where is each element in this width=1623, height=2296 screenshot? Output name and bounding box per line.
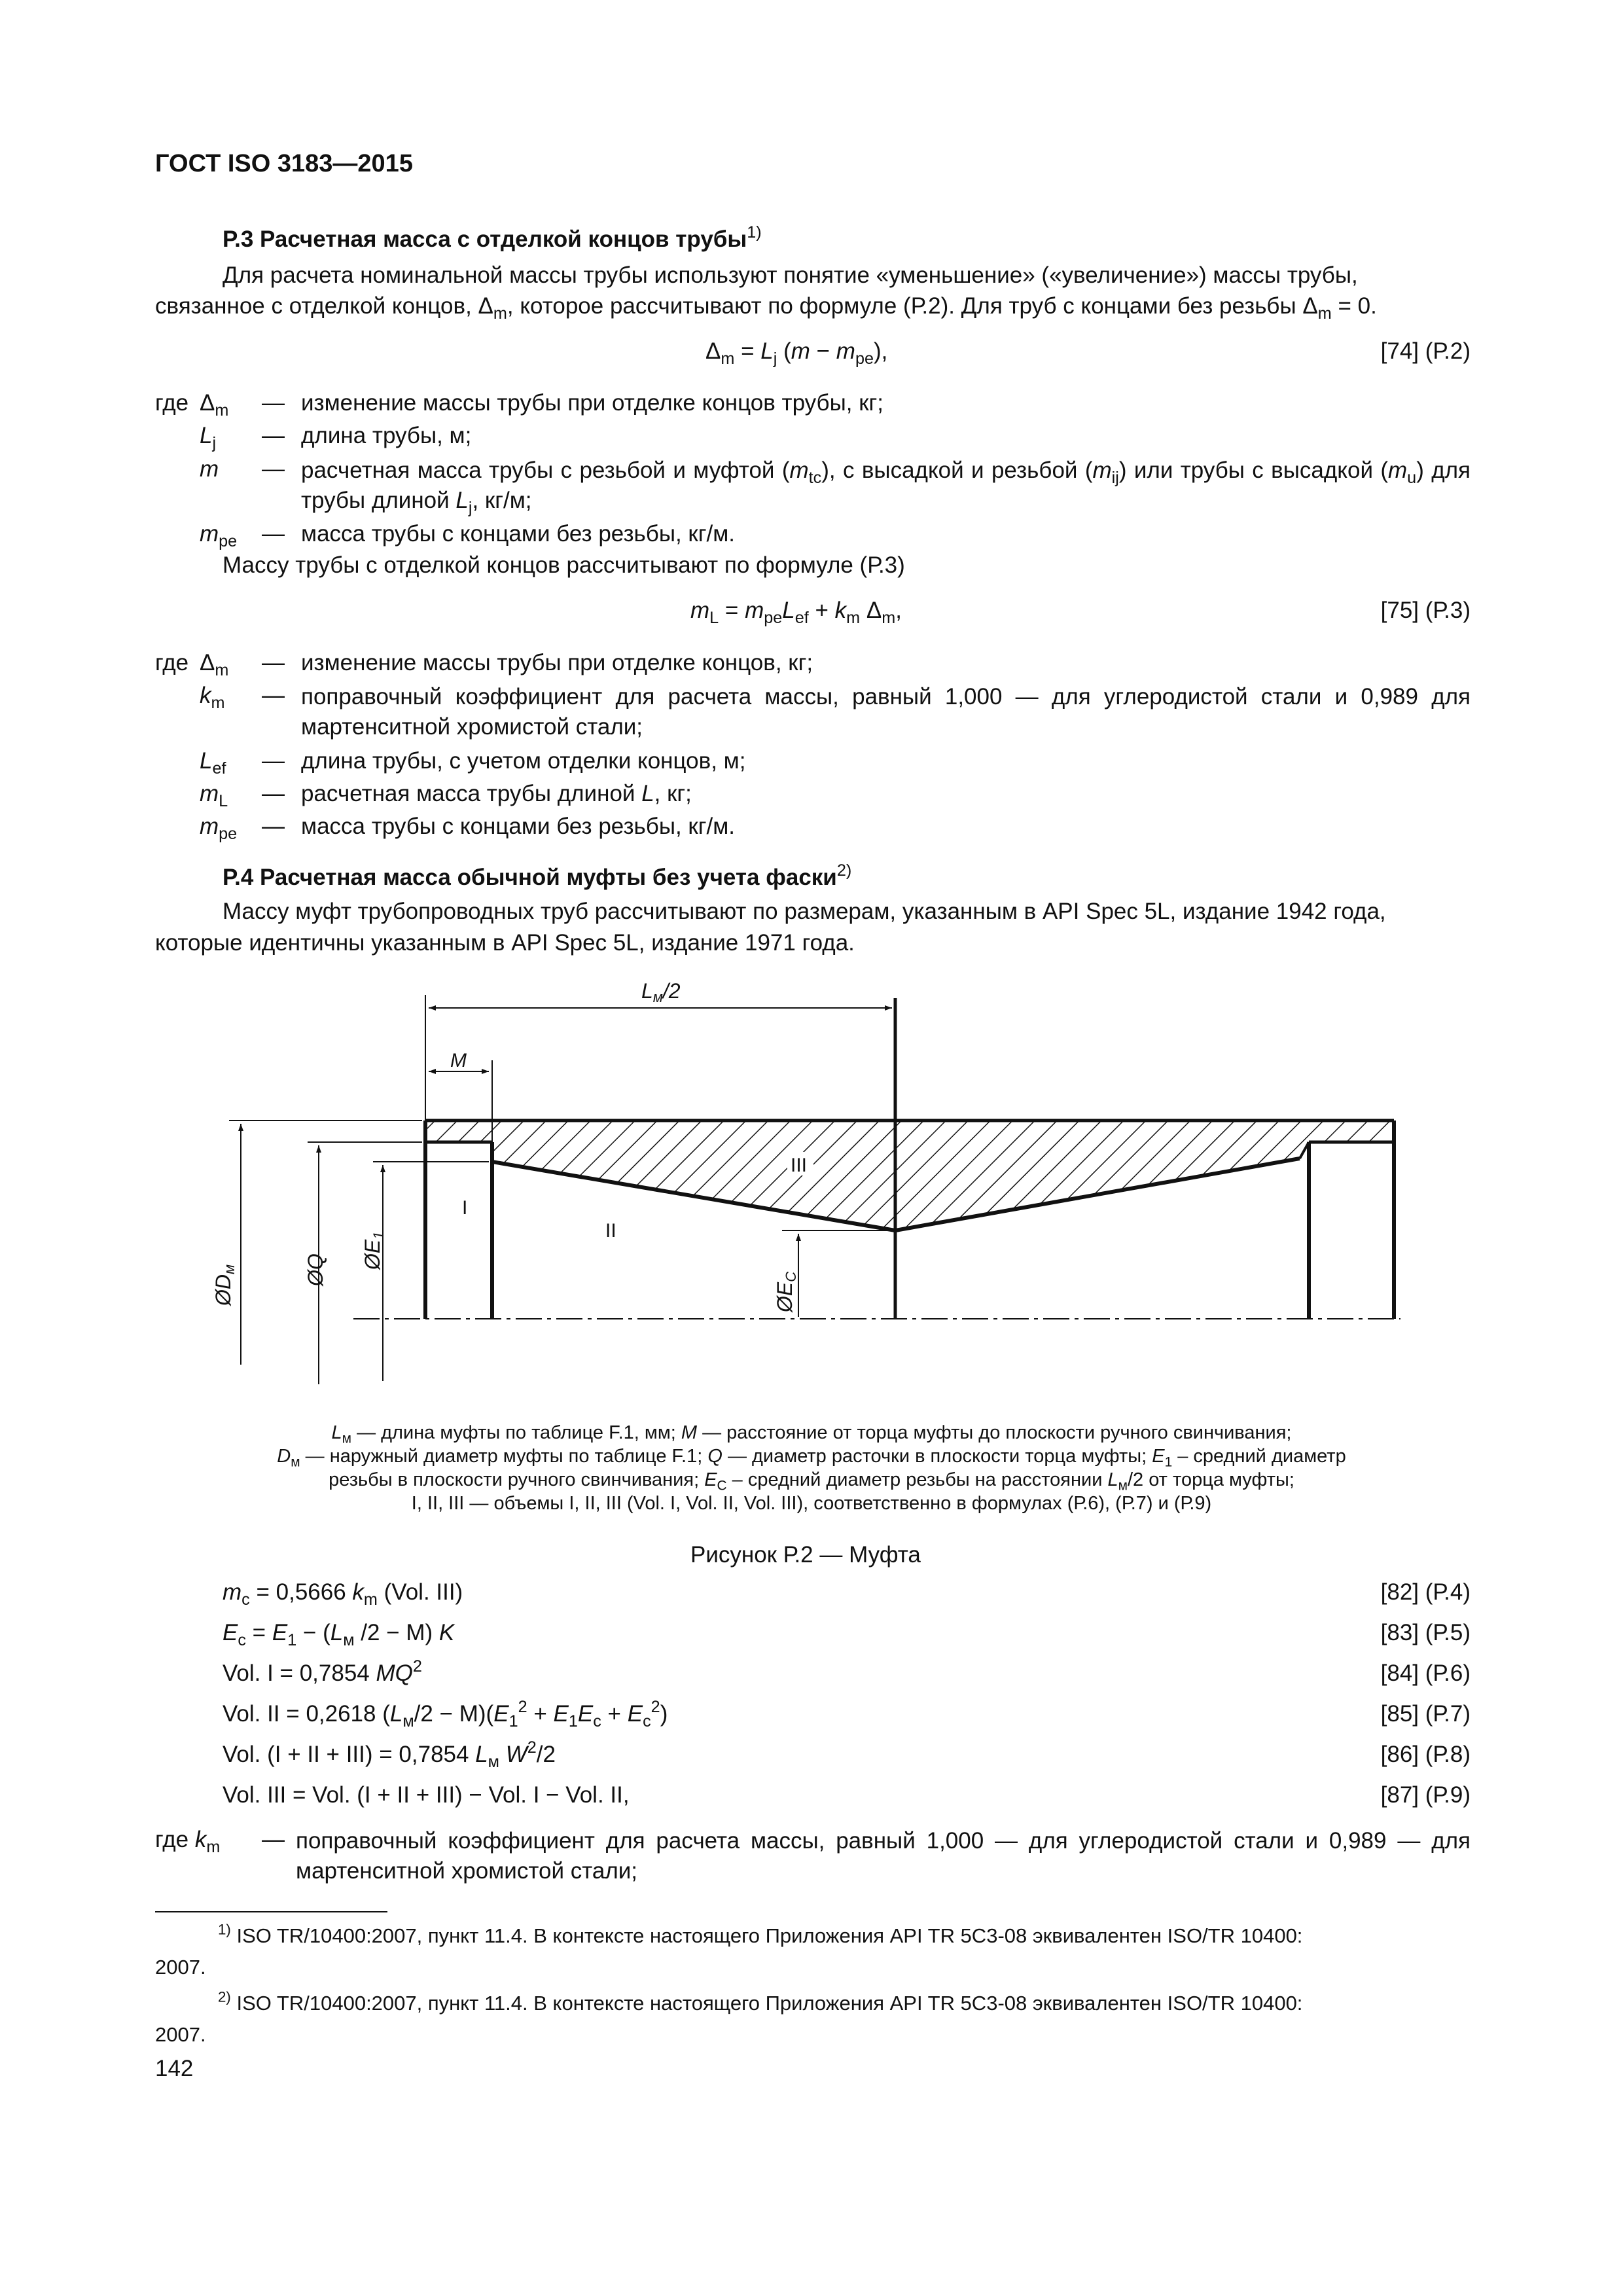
formula-75-number: [75] (Р.3) <box>1380 598 1471 623</box>
footnote-2-text: ISO TR/10400:2007, пункт 11.4. В контексте настоящего Приложения API TR 5C3-08 эквивалентен ISO/TR 10400: <box>236 1992 1303 2015</box>
def74-dash-0: — <box>262 390 285 416</box>
formula-86: Vol. (I + II + III) = 0,7854 $L_м$ $W^2/2$ <box>223 1738 556 1772</box>
footnote-ref-2: 2) <box>836 861 852 880</box>
formula-87-number: [87] (Р.9) <box>1380 1782 1471 1808</box>
def74-dash-3: — <box>262 521 285 547</box>
footnote-1-text: ISO TR/10400:2007, пункт 11.4. В контексте настоящего Приложения API TR 5C3-08 эквивалентен ISO/TR 10400: <box>236 1924 1303 1947</box>
formula-83: $E_c = E_1 - (L_м$ /2 − M) K <box>223 1620 455 1650</box>
final-dash: — <box>262 1827 285 1852</box>
where-label-74: где <box>155 390 189 416</box>
def75-sym-3: $m_L$ <box>200 781 228 811</box>
figure-title: Рисунок Р.2 — Муфта <box>690 1542 921 1568</box>
def75-text-1: поправочный коэффициент для расчета массы, равный 1,000 — для углеродистой стали и 0,989 для мартенситной хромистой стали; <box>301 684 1471 740</box>
def75-text-2: длина трубы, с учетом отделки концов, м; <box>301 748 746 774</box>
def74-sym-2: m <box>200 456 219 482</box>
m-label: M <box>450 1050 467 1071</box>
formula-84: Vol. I = 0,7854 $MQ^2$ <box>223 1657 422 1686</box>
formula-83-number: [83] (Р.5) <box>1380 1620 1471 1645</box>
where-label-75: где <box>155 650 189 675</box>
mass-text: Массу трубы с отделкой концов рассчитывают по формуле (Р.3) <box>223 552 905 578</box>
def74-text-3: масса трубы с концами без резьбы, кг/м. <box>301 521 736 547</box>
def74-text-2: расчетная масса трубы с резьбой и муфтой $(m_{tc})$, с высадкой и резьбой $(m_{ij})$ или трубы с высадкой $(m_u)$ для трубы длиной $L_j$, кг/м; <box>301 457 1471 518</box>
def75-dash-4: — <box>262 814 285 839</box>
footnote-1-line1 <box>218 1921 1302 1951</box>
footnote-2-line1 <box>218 1988 1302 2018</box>
def75-text-4: масса трубы с концами без резьбы, кг/м. <box>301 814 736 839</box>
caption-line-2: $D_м$ — наружный диаметр муфты по таблице F.1; Q — диаметр расточки в плоскости торца муфты; $E_1$ – средний диаметр <box>277 1446 1346 1470</box>
footnote-2-mark: 2) <box>218 1988 231 2005</box>
footnote-1-mark: 1) <box>218 1921 231 1938</box>
figure-caption <box>157 1421 1466 1515</box>
def75-dash-0: — <box>262 650 285 675</box>
def74-sym-3: $m_{pe}$ <box>200 521 238 551</box>
caption-line-1: $L_м$ — длина муфты по таблице F.1, мм; M — расстояние от торца муфты до плоскости ручного свинчивания; <box>331 1422 1292 1446</box>
def75-text-0: изменение массы трубы при отделке концов, кг; <box>301 650 813 675</box>
formula-74-number: [74] (Р.2) <box>1380 338 1471 364</box>
section-p4-intro-line2: которые идентичны указанным в API Spec 5L, издание 1971 года. <box>155 930 855 956</box>
def74-sym-0: $\Delta_m$ <box>200 390 229 420</box>
section-p3-intro-line2: связанное с отделкой концов, $\Delta_m$, которое рассчитывают по формуле (Р.2). Для труб с концами без резьбы $\Delta_m = 0$. <box>155 293 1377 323</box>
section-p4-title-text: Р.4 Расчетная масса обычной муфты без учета фаски <box>223 865 837 890</box>
def74-text-0: изменение массы трубы при отделке концов трубы, кг; <box>301 390 884 416</box>
formula-84-number: [84] (Р.6) <box>1380 1660 1471 1686</box>
final-where: где $k_m$ <box>155 1827 221 1857</box>
lm-half-label: Lм/2 <box>641 979 681 1005</box>
def75-sym-1: $k_m$ <box>200 683 225 713</box>
section-p3-title-text: Р.3 Расчетная масса с отделкой концов трубы <box>223 226 747 252</box>
vol2-label: II <box>605 1220 616 1242</box>
def75-dash-2: — <box>262 748 285 774</box>
def74-dash-1: — <box>262 423 285 448</box>
def74-dash-2: — <box>262 456 285 482</box>
caption-line-4: I, II, III — объемы I, II, III (Vol. I, Vol. II, Vol. III), соответственно в формулах (Р.6), (Р.7) и (Р.9) <box>411 1493 1212 1514</box>
def75-sym-2: $L_{ef}$ <box>200 748 226 778</box>
def75-text-3: расчетная масса трубы длиной L, кг; <box>301 781 692 806</box>
final-def-text: поправочный коэффициент для расчета массы, равный 1,000 — для углеродистой стали и 0,989 — для мартенситной хромистой стали; <box>296 1828 1471 1884</box>
dm-label: ØDм <box>211 1264 238 1306</box>
section-p4-intro-line1: Массу муфт трубопроводных труб рассчитывают по размерам, указанным в API Spec 5L, издание 1942 года, <box>223 899 1386 924</box>
footnote-1-line2: 2007. <box>155 1956 206 1979</box>
ec-label: ØEC <box>773 1271 799 1312</box>
def75-dash-3: — <box>262 781 285 806</box>
formula-74: $\Delta_m = L_j$ $(m - m_{pe})$, <box>705 338 888 368</box>
def75-dash-1: — <box>262 683 285 708</box>
formula-82: $m_c = 0,5666$ $k_m$ (Vol. III) <box>223 1579 463 1609</box>
formula-75: $m_L = m_{pe}L_{ef} + k_m$ $\Delta_m$, <box>690 598 902 628</box>
footnote-separator <box>155 1911 387 1912</box>
def75-sym-4: $m_{pe}$ <box>200 814 238 844</box>
def75-sym-0: $\Delta_m$ <box>200 650 229 680</box>
e1-label: ØE1 <box>361 1231 387 1270</box>
vol3-label: III <box>791 1155 808 1176</box>
section-p3-intro-line1: Для расчета номинальной массы трубы используют понятие «уменьшение» («увеличение») массы трубы, <box>223 262 1358 288</box>
def74-sym-1: $L_j$ <box>200 423 217 453</box>
document-header: ГОСТ ISO 3183—2015 <box>155 150 413 177</box>
footnote-2-line2: 2007. <box>155 2023 206 2046</box>
vol1-label: I <box>462 1197 468 1219</box>
formula-86-number: [86] (Р.8) <box>1380 1742 1471 1767</box>
formula-82-number: [82] (Р.4) <box>1380 1579 1471 1605</box>
page-number: 142 <box>155 2056 194 2081</box>
formula-85-number: [85] (Р.7) <box>1380 1701 1471 1727</box>
def74-text-1: длина трубы, м; <box>301 423 472 448</box>
q-label: ØQ <box>304 1253 327 1286</box>
footnote-ref-1: 1) <box>747 223 762 242</box>
formula-85: Vol. II = 0,2618 $(L_м/2 - M)(E_1^2 + E_1E_c + E_c^2)$ <box>223 1698 668 1731</box>
caption-line-3: резьбы в плоскости ручного свинчивания; $E_C$ – средний диаметр резьбы на расстоянии $L_м/2$ от торца муфты; <box>329 1469 1294 1494</box>
formula-87: Vol. III = Vol. (I + II + III) − Vol. I − Vol. II, <box>223 1782 630 1808</box>
